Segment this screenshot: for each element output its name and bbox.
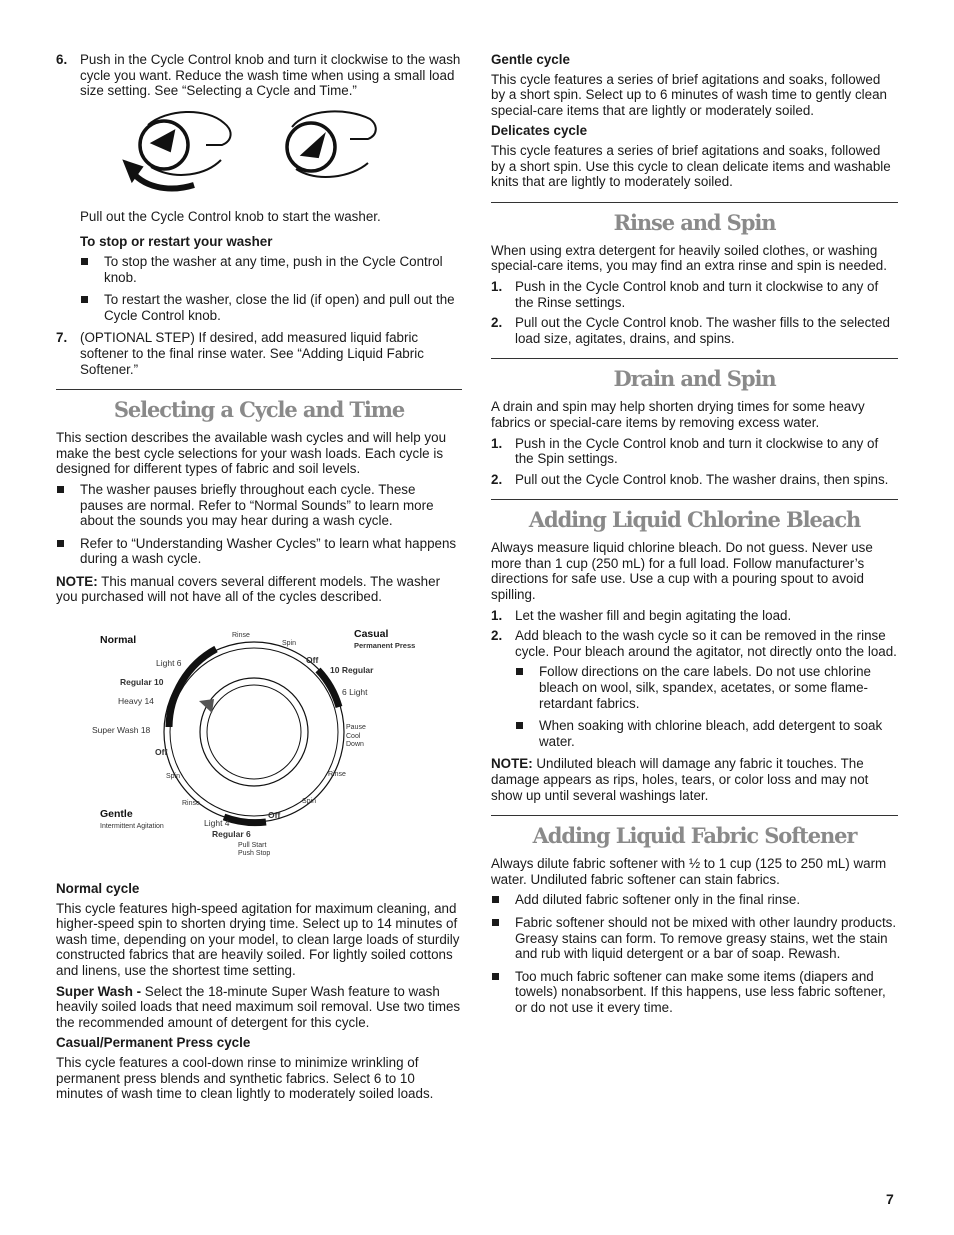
dial-label-normal: Normal [100,634,137,647]
section-intro: This section describes the available wash cycles and will help you make the best cycle selections for your wash loads. Each cycle is designed for different types of fabric and soil levels. [56,430,447,477]
normal-cycle-heading: Normal cycle [56,881,140,897]
list-item: 1. Push in the Cycle Control knob and turn it clockwise to any of the Rinse settings. [491,278,879,310]
section-divider [491,358,898,359]
list-item: When soaking with chlorine bleach, add detergent to soak water. [515,718,898,749]
bullet-icon [81,258,88,265]
hands-turning-knob-icon [56,105,462,201]
bullet-icon [492,973,499,980]
list-item: To stop the washer at any time, push in the Cycle Control knob. [80,254,462,285]
delicates-cycle-text: This cycle features a series of brief agitations and soaks, followed by a short spin. Use this cycle to clean delicate items and washable knits that are lightly to moderately soiled. [491,142,891,190]
list-item: 2. Add bleach to the wash cycle so it can be removed in the rinse cycle. Pour bleach around the agitator, not directly onto the load. [491,628,897,659]
bullet-icon [81,296,88,303]
step-text: Push in the Cycle Control knob and turn it clockwise to the wash cycle you want. Reduce the wash time when using a small load size setting. See “Selecting a Cycle and Time.” [80,52,461,99]
step-7: 7. (OPTIONAL STEP) If desired, add measured liquid fabric softener to the final rinse water. See “Adding Liquid Fabric Softener.” [56,330,424,377]
page-number: 7 [886,1191,894,1207]
bullet-icon [57,540,64,547]
bullet-icon [492,896,499,903]
bullet-icon [516,722,523,729]
list-item: 1. Let the washer fill and begin agitating the load. [491,607,792,623]
step-6 [56,52,462,99]
list-item: 2. Pull out the Cycle Control knob. The washer fills to the selected load size, agitates, drains, and spins. [491,315,890,346]
casual-cycle-text: This cycle features a cool-down rinse to minimize wrinkling of permanent press blends and synthetic fabrics. Select 6 to 10 minutes of wash time to clean lightly to moderately soiled loads. [56,1055,434,1102]
section-title-softener: Adding Liquid Fabric Softener [532,823,857,849]
section-divider [491,815,898,816]
section-title-rinse-spin: Rinse and Spin [613,209,776,235]
gentle-cycle-text: This cycle features a series of brief agitations and soaks, followed by a short spin. Select up to 6 minutes of wash time to gently clean special-care items that are lightly or moderately soiled. [491,71,887,118]
list-item: Too much fabric softener can make some items (diapers and towels) nonabsorbent. If this happens, use less fabric softener, or do not use it every time. [491,969,898,1016]
dial-label-gentle: Gentle [100,808,133,821]
section-divider [491,202,898,203]
note: NOTE: Undiluted bleach will damage any fabric it touches. The damage appears as rips, holes, tears, or color loss and may not show up until several washings later. [491,756,869,803]
section-divider [491,499,898,500]
bullet-icon [516,668,523,675]
casual-cycle-heading: Casual/Permanent Press cycle [56,1035,251,1051]
stop-restart-heading: To stop or restart your washer [80,234,273,250]
section-title-selecting-cycle: Selecting a Cycle and Time [113,397,405,423]
section-divider [56,389,462,390]
list-item: To restart the washer, close the lid (if open) and pull out the Cycle Control knob. [80,292,462,323]
list-item: 1. Push in the Cycle Control knob and turn it clockwise to any of the Spin settings. [491,435,879,467]
step-number: 6. [56,52,68,67]
list-item: Follow directions on the care labels. Do not use chlorine bleach on wool, silk, spandex, acetates, or some flame-retardant fabrics. [515,664,898,711]
right-column: Gentle cycle This cycle features a series of brief agitations and soaks, followed by a short spin. Select up to 6 minutes of wash time to gently clean special-care items that are lightly or moderately soiled. Delicates cycle This cycle features a series of brief agitations and soaks, followed by a short spin. Use this cycle to clean delicate items and washable knits that are lightly to moderately soiled. Rinse and Spin When using extra detergent for heavily soiled clothes, or washing special-care items, you may find an extra rinse and spin is needed. 1. Push in the Cycle Control knob and turn it clockwise to any of the Rinse settings. 2. Pull out the Cycle Control knob. The washer fills to the selected load size, agitates, drains, and spins. Drain and Spin A drain and spin may help shorten drying times for some heavy fabrics or special-care items by removing excess water. 1. Push in the Cycle Control knob and turn it clockwise to any of the Spin settings. 2. Pull out the Cycle Control knob. The washer drains, then spins. Adding Liquid Chlorine Bleach Always measure liquid chlorine bleach. Do not guess. Never use more than 1 cup (250 mL) for a full load. Follow manufacturer’s directions for safe use. Use a cup with a pouring spout to avoid spilling. 1. Let the washer fill and begin agitating the load. 2. Add bleach to the wash cycle so it can be removed in the rinse cycle. Pour bleach around the agitator, not directly onto the load. Follow directions on the care labels. Do not use chlorine bleach on wool, silk, spandex, acetates, or some flame-retardant fabrics. When soaking with chlorine bleach, add detergent to soak water. NOTE: Undiluted bleach will damage any fabric it touches. The damage appears as rips, holes, tears, or color loss and may not show up until several washings later. Adding Liquid Fabric Softener Always dilute fabric softener with ½ to 1 cup (125 to 250 mL) warm water. Undiluted fabric softener can stain fabrics. Add diluted fabric softener only in the final rinse. Fabric softener should not be mixed with other laundry products. Greasy stains can form. To remove greasy stains, wet the stain and rub with liquid detergent or a bar of soap. Rewash. Too much fabric softener can make some items (diapers and towels) nonabsorbent. If this happens, use less fabric softener, or do not use it every time. [491,52,897,1015]
note: NOTE: This manual covers several different models. The washer you purchased will not have all of the cycles described. [56,573,441,605]
delicates-cycle-heading: Delicates cycle [491,123,588,139]
section-title-drain-spin: Drain and Spin [613,366,776,392]
knob-illustration [56,105,462,201]
list-item: The washer pauses briefly throughout each cycle. These pauses are normal. Refer to “Normal Sounds” to learn more about the sounds you may hear during a wash cycle. [56,482,462,529]
bullet-icon [57,486,64,493]
cycle-dial-diagram: Normal Light 6 Regular 10 Heavy 14 Super Wash 18 Off Spin Rinse Gentle Intermittent Agitation Light 4 Regular 6 Pull Start Push Stop Off Rinse Spin Off Casual Permanent Press 10 Regular 6 Light Pause Cool Down Rinse Spin [56,619,462,869]
dial-label-casual: Casual [354,628,389,641]
normal-cycle-text: This cycle features high-speed agitation for maximum cleaning, and higher-speed spin to shorten drying time. Select up to 14 minutes of wash time, depending on your model, to clean large loads of sturdily constructed fabrics that are heavily soiled. For lightly soiled cottons and linens, use the shortest time setting. [56,900,460,979]
list-item: Add diluted fabric softener only in the final rinse. [491,892,898,908]
pull-out-text: Pull out the Cycle Control knob to start the washer. [80,208,381,224]
left-column [56,52,462,1107]
bullet-icon [492,919,499,926]
list-item: 2. Pull out the Cycle Control knob. The washer drains, then spins. [491,471,889,487]
gentle-cycle-heading: Gentle cycle [491,52,570,67]
list-item: Fabric softener should not be mixed with other laundry products. Greasy stains can form. To remove greasy stains, wet the stain and rub with liquid detergent or a bar of soap. Rewash. [491,915,898,962]
section-title-bleach: Adding Liquid Chlorine Bleach [528,507,861,533]
super-wash-text: Super Wash - Select the 18-minute Super Wash feature to wash heavily soiled loads that need maximum soil removal. Use two times the recommended amount of detergent for this cycle. [56,983,461,1030]
list-item: Refer to “Understanding Washer Cycles” to learn what happens during a wash cycle. [56,536,462,567]
